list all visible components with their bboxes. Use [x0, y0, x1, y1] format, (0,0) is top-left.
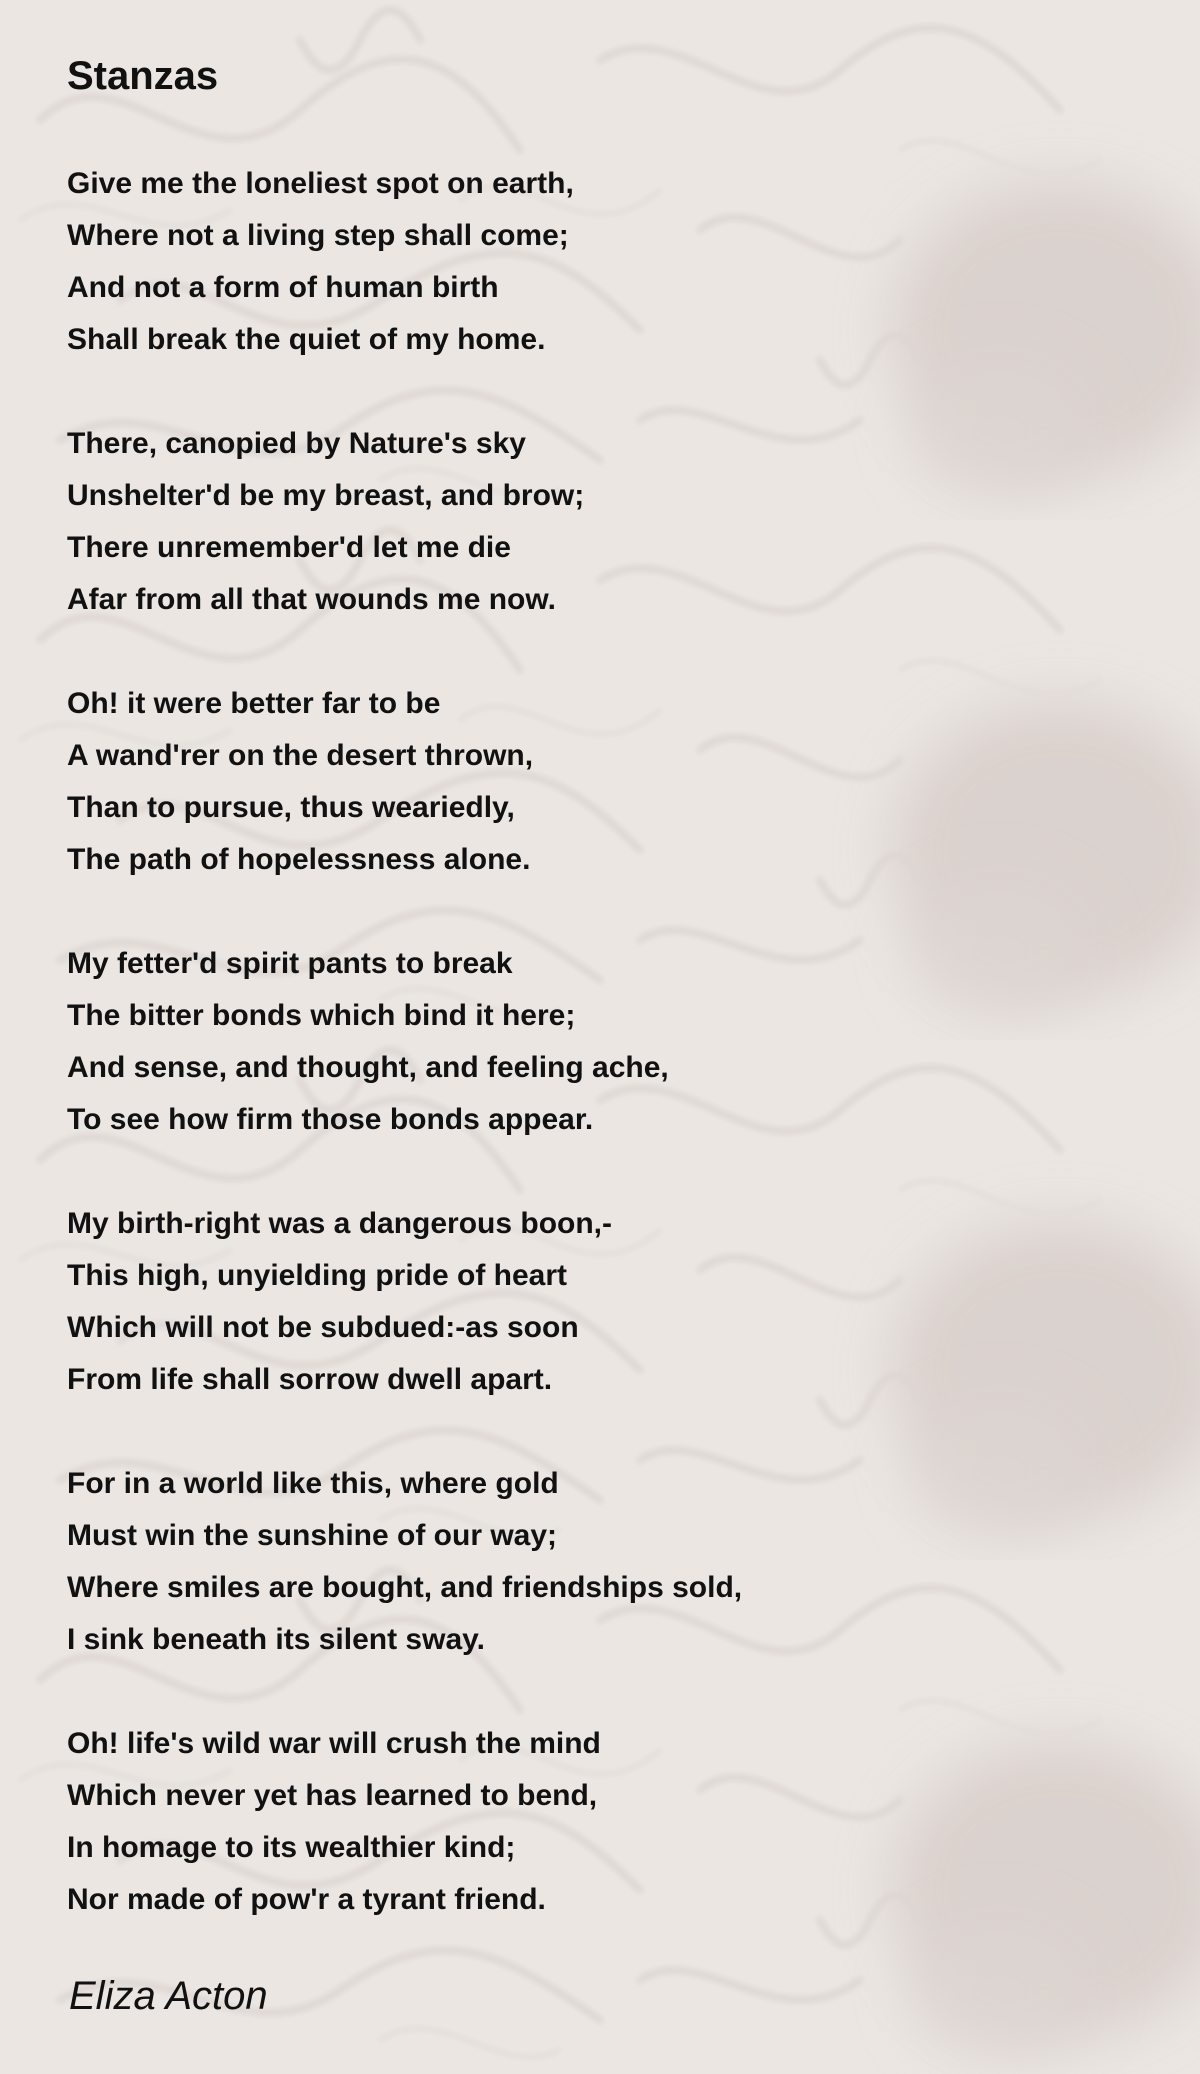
poem-line: Where smiles are bought, and friendships sold, [67, 1571, 743, 1604]
poem-line: And not a form of human birth [67, 271, 499, 304]
poem-line: Which will not be subdued:-as soon [67, 1311, 579, 1344]
poem-line: A wand'rer on the desert thrown, [67, 739, 534, 772]
poem-line: Nor made of pow'r a tyrant friend. [67, 1883, 546, 1916]
stanza [67, 1458, 1147, 1666]
poem-line: Where not a living step shall come; [67, 219, 569, 252]
poem-body [67, 158, 1147, 1926]
poem-line: And sense, and thought, and feeling ache, [67, 1051, 669, 1084]
poem-line: My birth-right was a dangerous boon,- [67, 1207, 613, 1240]
poem-line: The bitter bonds which bind it here; [67, 999, 576, 1032]
poem-line: From life shall sorrow dwell apart. [67, 1363, 553, 1396]
poem-line: There, canopied by Nature's sky [67, 427, 526, 460]
stanza [67, 158, 1147, 366]
poem-line: My fetter'd spirit pants to break [67, 947, 513, 980]
poem-line: To see how firm those bonds appear. [67, 1103, 594, 1136]
stanza [67, 1718, 1147, 1926]
poem-line: Afar from all that wounds me now. [67, 583, 556, 616]
stanza [67, 938, 1147, 1146]
poem-line: Oh! life's wild war will crush the mind [67, 1727, 601, 1760]
poem-line: I sink beneath its silent sway. [67, 1623, 485, 1656]
poem-line: Give me the loneliest spot on earth, [67, 167, 574, 200]
poem-line: Oh! it were better far to be [67, 687, 441, 720]
stanza [67, 678, 1147, 886]
poem-line: Shall break the quiet of my home. [67, 323, 546, 356]
poem-line: For in a world like this, where gold [67, 1467, 559, 1500]
poem-line: This high, unyielding pride of heart [67, 1259, 568, 1292]
poem-line: Unshelter'd be my breast, and brow; [67, 479, 585, 512]
poem-line: Must win the sunshine of our way; [67, 1519, 558, 1552]
poem-line: The path of hopelessness alone. [67, 843, 531, 876]
stanza [67, 1198, 1147, 1406]
poem-line: In homage to its wealthier kind; [67, 1831, 516, 1864]
poem-container [67, 50, 1147, 1978]
poem-author: Eliza Acton [69, 1974, 268, 2018]
poem-title: Stanzas [67, 54, 219, 98]
poem-line: Which never yet has learned to bend, [67, 1779, 598, 1812]
stanza [67, 418, 1147, 626]
poem-line: Than to pursue, thus weariedly, [67, 791, 515, 824]
poem-line: There unremember'd let me die [67, 531, 511, 564]
